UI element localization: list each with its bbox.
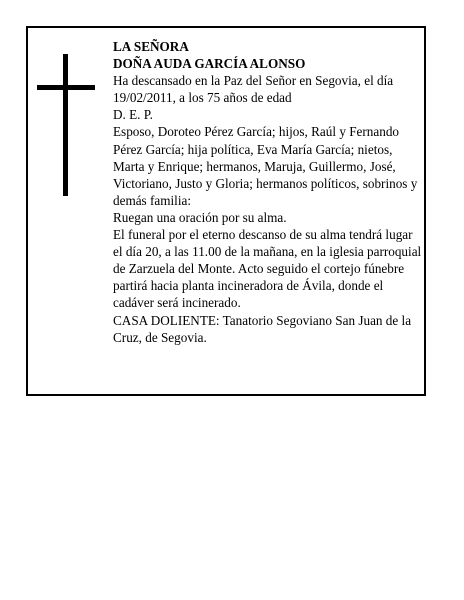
funeral-details: El funeral por el eterno descanso de su alma tendrá lugar el día 20, a las 11.00 de la mañana, en la iglesia parroquial de Zarzuela del Monte. Acto seguido el cortejo fúnebre partirá hacia planta incineradora de Ávila, donde el cadáver será incinerado. <box>113 227 422 311</box>
prayer-request: Ruegan una oración por su alma. <box>113 209 287 225</box>
family-list: Esposo, Doroteo Pérez García; hijos, Raúl y Fernando Pérez García; hija política, Eva María García; nietos, Marta y Enrique; hermanos, Maruja, Guillermo, José, Victoriano, Justo y Gloria; hermanos políticos, sobrinos y demás familia: <box>113 124 418 208</box>
notice-heading: LA SEÑORA <box>113 39 189 54</box>
dep-line: D. E. P. <box>113 107 153 123</box>
rest-announcement: Ha descansado en la Paz del Señor en Segovia, el día 19/02/2011, a los 75 años de edad <box>113 73 394 106</box>
deceased-name: DOÑA AUDA GARCÍA ALONSO <box>113 56 306 72</box>
mourning-house: CASA DOLIENTE: Tanatorio Segoviano San Juan de la Cruz, de Segovia. <box>113 312 412 345</box>
obituary-text-block <box>113 38 423 346</box>
cross-vertical-bar <box>63 54 68 196</box>
cross-horizontal-bar <box>37 85 95 90</box>
